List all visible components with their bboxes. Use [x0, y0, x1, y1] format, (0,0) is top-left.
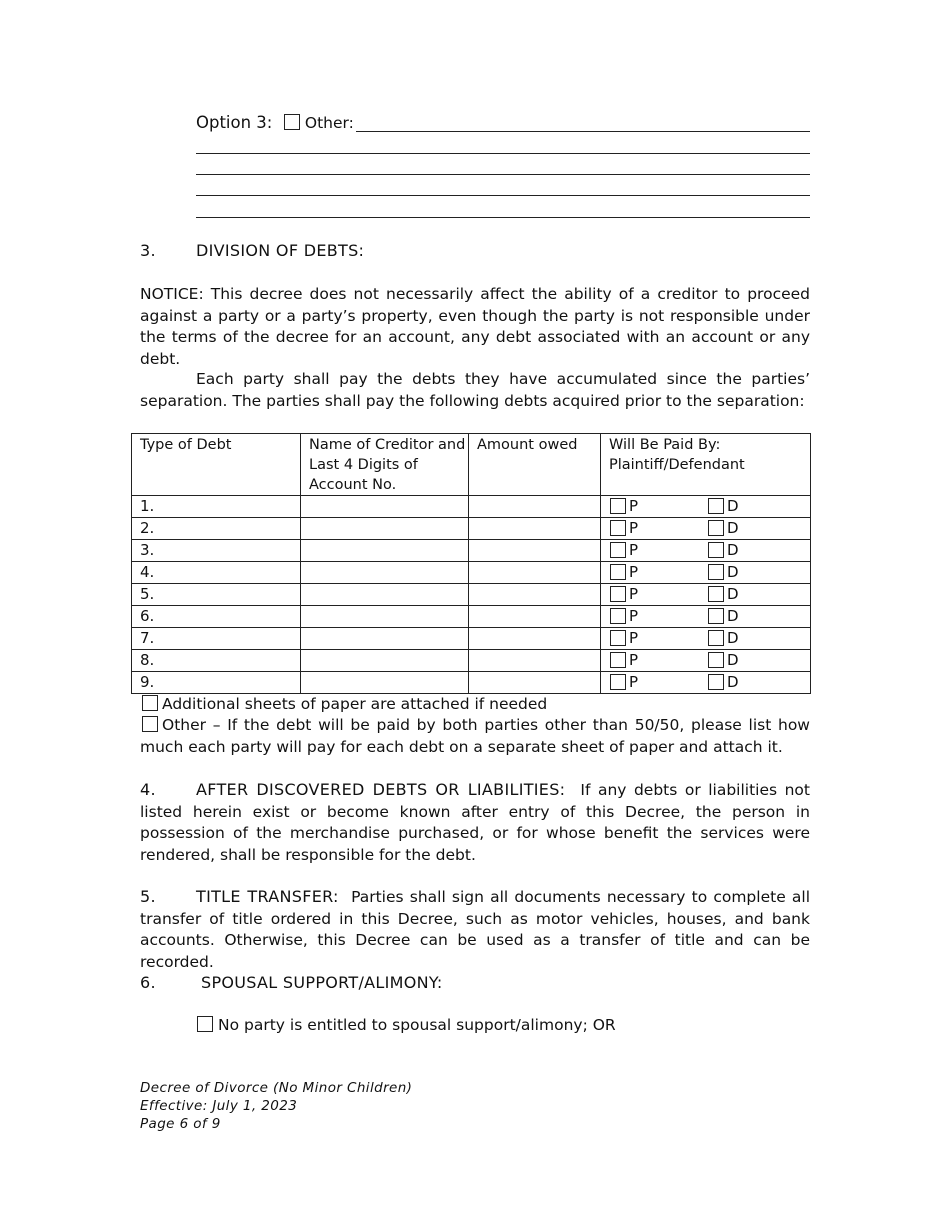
defendant-label: D	[727, 541, 739, 559]
debt-row-number: 6.	[132, 606, 301, 628]
plaintiff-label: P	[629, 497, 639, 515]
debt-paid-by-cell	[601, 628, 811, 650]
debt-paid-by-cell	[601, 650, 811, 672]
table-row	[132, 540, 811, 562]
other-split-checkbox[interactable]	[142, 716, 158, 732]
plaintiff-label: P	[629, 607, 639, 625]
plaintiff-checkbox[interactable]	[610, 520, 626, 536]
defendant-checkbox[interactable]	[708, 652, 724, 668]
debt-row-number: 3.	[132, 540, 301, 562]
defendant-label: D	[727, 651, 739, 669]
debt-amount-cell[interactable]	[469, 606, 601, 628]
section-6-title: SPOUSAL SUPPORT/ALIMONY:	[201, 973, 443, 992]
debt-paid-by-cell	[601, 518, 811, 540]
defendant-label: D	[727, 519, 739, 537]
debt-amount-cell[interactable]	[469, 672, 601, 694]
section-5-body: Parties shall sign all documents necessary to complete all transfer of title ordered in this Decree, such as motor vehicles, houses, and bank accounts. Otherwise, this Decree can be used as a transfer of title and can be recorded.	[140, 888, 811, 971]
section-4-number: 4.	[140, 780, 156, 799]
plaintiff-label: P	[629, 673, 639, 691]
defendant-label: D	[727, 563, 739, 581]
plaintiff-checkbox[interactable]	[610, 542, 626, 558]
debt-paid-by-cell	[601, 584, 811, 606]
defendant-checkbox[interactable]	[708, 586, 724, 602]
debt-amount-cell[interactable]	[469, 628, 601, 650]
debt-paid-by-cell	[601, 672, 811, 694]
debt-row-number: 1.	[132, 496, 301, 518]
section-6-heading	[140, 972, 443, 994]
col-creditor: Name of Creditor and Last 4 Digits of Account No.	[301, 434, 469, 496]
section-4-body: If any debts or liabilities not listed herein exist or become known after entry of this Decree, the person in possession of the merchandise purchased, or for whose benefit the services were rendered, shall be responsible for the debt.	[140, 781, 810, 864]
debt-creditor-cell[interactable]	[301, 540, 469, 562]
col-paid-by: Will Be Paid By: Plaintiff/Defendant	[601, 434, 811, 496]
table-row	[132, 672, 811, 694]
defendant-label: D	[727, 607, 739, 625]
other-input-line[interactable]	[356, 131, 810, 132]
section-4-title: AFTER DISCOVERED DEBTS OR LIABILITIES:	[196, 780, 566, 799]
no-spousal-support-label: No party is entitled to spousal support/alimony; OR	[218, 1016, 616, 1034]
no-spousal-support-option	[197, 1015, 616, 1036]
other-option	[140, 715, 810, 758]
additional-sheets-option	[142, 694, 547, 715]
debts-intro: Each party shall pay the debts they have accumulated since the parties’ separation. The parties shall pay the following debts acquired prior to the separation:	[140, 370, 810, 410]
plaintiff-label: P	[629, 563, 639, 581]
plaintiff-checkbox[interactable]	[610, 564, 626, 580]
other-split-label: Other – If the debt will be paid by both parties other than 50/50, please list how much each party will pay for each debt on a separate sheet of paper and attach it.	[140, 716, 810, 756]
plaintiff-label: P	[629, 629, 639, 647]
section-3-number: 3.	[140, 241, 156, 260]
table-row	[132, 584, 811, 606]
option-3-label: Option 3:	[196, 113, 273, 132]
footer-page-number: Page 6 of 9	[140, 1116, 221, 1132]
debt-paid-by-cell	[601, 562, 811, 584]
debt-creditor-cell[interactable]	[301, 650, 469, 672]
debts-table	[131, 433, 811, 694]
plaintiff-checkbox[interactable]	[610, 608, 626, 624]
col-amount-owed: Amount owed	[469, 434, 601, 496]
debt-creditor-cell[interactable]	[301, 606, 469, 628]
other-input-line[interactable]	[196, 174, 810, 175]
debt-creditor-cell[interactable]	[301, 584, 469, 606]
other-input-line[interactable]	[196, 217, 810, 218]
debt-row-number: 9.	[132, 672, 301, 694]
debt-row-number: 2.	[132, 518, 301, 540]
defendant-checkbox[interactable]	[708, 608, 724, 624]
debt-row-number: 4.	[132, 562, 301, 584]
debt-paid-by-cell	[601, 606, 811, 628]
table-row	[132, 606, 811, 628]
debt-paid-by-cell	[601, 496, 811, 518]
additional-sheets-label: Additional sheets of paper are attached if needed	[162, 695, 548, 713]
page-footer	[140, 1079, 412, 1133]
debts-notice: NOTICE: This decree does not necessarily affect the ability of a creditor to proceed against a party or a party’s property, even though the party is not responsible under the terms of the decree for an account, any debt associated with an account or any debt.	[140, 285, 810, 368]
defendant-label: D	[727, 585, 739, 603]
defendant-checkbox[interactable]	[708, 520, 724, 536]
debt-creditor-cell[interactable]	[301, 672, 469, 694]
other-input-line[interactable]	[196, 153, 810, 154]
plaintiff-label: P	[629, 519, 639, 537]
additional-sheets-checkbox[interactable]	[142, 695, 158, 711]
footer-form-title: Decree of Divorce (No Minor Children)	[140, 1080, 413, 1096]
table-row	[132, 650, 811, 672]
debts-table-header	[132, 434, 811, 496]
no-spousal-support-checkbox[interactable]	[197, 1016, 213, 1032]
debt-amount-cell[interactable]	[469, 518, 601, 540]
debt-row-number: 5.	[132, 584, 301, 606]
plaintiff-checkbox[interactable]	[610, 498, 626, 514]
defendant-checkbox[interactable]	[708, 674, 724, 690]
defendant-label: D	[727, 673, 739, 691]
section-5	[140, 886, 810, 973]
table-row	[132, 518, 811, 540]
debt-amount-cell[interactable]	[469, 496, 601, 518]
table-row	[132, 496, 811, 518]
plaintiff-label: P	[629, 585, 639, 603]
debt-creditor-cell[interactable]	[301, 496, 469, 518]
defendant-checkbox[interactable]	[708, 564, 724, 580]
debt-row-number: 8.	[132, 650, 301, 672]
debt-row-number: 7.	[132, 628, 301, 650]
plaintiff-checkbox[interactable]	[610, 630, 626, 646]
section-5-title: TITLE TRANSFER:	[196, 887, 339, 906]
section-3-title: DIVISION OF DEBTS:	[196, 241, 365, 260]
plaintiff-checkbox[interactable]	[610, 652, 626, 668]
debt-amount-cell[interactable]	[469, 540, 601, 562]
option-3-other-label: Other:	[304, 114, 354, 132]
debt-creditor-cell[interactable]	[301, 628, 469, 650]
debt-creditor-cell[interactable]	[301, 562, 469, 584]
debt-paid-by-cell	[601, 540, 811, 562]
section-6-number: 6.	[140, 973, 156, 992]
debt-creditor-cell[interactable]	[301, 518, 469, 540]
defendant-checkbox[interactable]	[708, 630, 724, 646]
defendant-label: D	[727, 497, 739, 515]
debt-amount-cell[interactable]	[469, 562, 601, 584]
plaintiff-checkbox[interactable]	[610, 674, 626, 690]
debt-amount-cell[interactable]	[469, 584, 601, 606]
plaintiff-label: P	[629, 541, 639, 559]
debt-amount-cell[interactable]	[469, 650, 601, 672]
section-4	[140, 779, 810, 866]
plaintiff-label: P	[629, 651, 639, 669]
defendant-checkbox[interactable]	[708, 542, 724, 558]
other-input-line[interactable]	[196, 195, 810, 196]
plaintiff-checkbox[interactable]	[610, 586, 626, 602]
section-3-heading	[140, 240, 364, 262]
option-3-row	[196, 112, 354, 134]
footer-effective-date: Effective: July 1, 2023	[140, 1098, 298, 1114]
col-type-of-debt: Type of Debt	[132, 434, 301, 496]
option-3-checkbox[interactable]	[284, 114, 300, 130]
defendant-label: D	[727, 629, 739, 647]
defendant-checkbox[interactable]	[708, 498, 724, 514]
section-5-number: 5.	[140, 887, 156, 906]
table-row	[132, 562, 811, 584]
table-row	[132, 628, 811, 650]
